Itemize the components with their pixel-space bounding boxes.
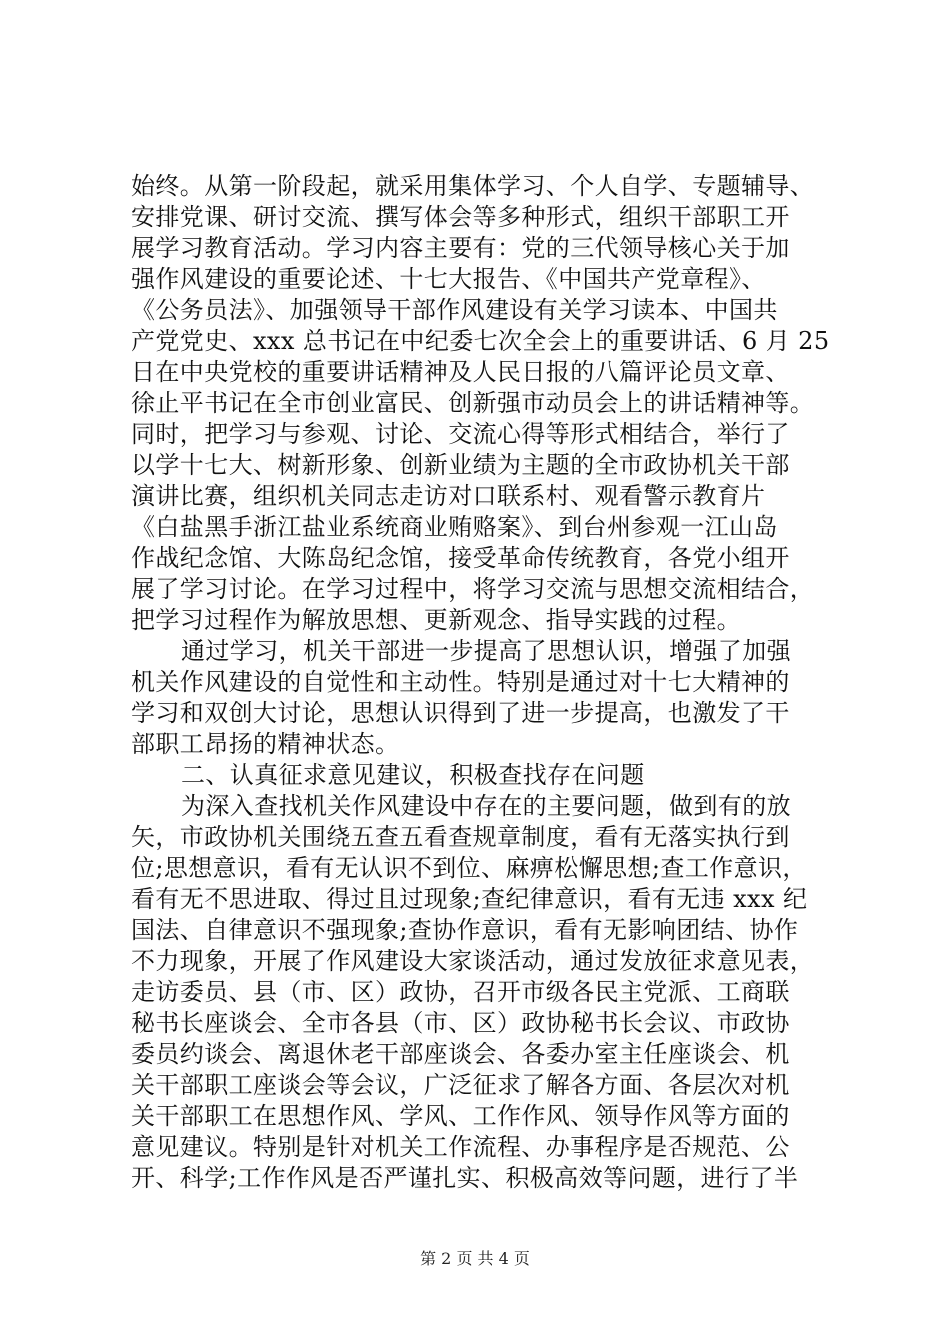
text-line: 《白盐黑手浙江盐业系统商业贿赂案》、到台州参观一江山岛 (131, 513, 778, 541)
text-line: 展学习教育活动。学习内容主要有：党的三代领导核心关于加 (131, 234, 790, 262)
text-line: 不力现象，开展了作风建设大家谈活动，通过发放征求意见表， (131, 947, 815, 975)
text-line: 演讲比赛，组织机关同志走访对口联系村、观看警示教育片 (131, 482, 766, 510)
text-line: 展了学习讨论。在学习过程中，将学习交流与思想交流相结合， (131, 575, 815, 603)
text-line: 安排党课、研讨交流、撰写体会等多种形式，组织干部职工开 (131, 203, 790, 231)
text-line: 意见建议。特别是针对机关工作流程、办事程序是否规范、公 (131, 1133, 790, 1161)
paragraph-start-line: 通过学习，机关干部进一步提高了思想认识，增强了加强 (181, 637, 791, 665)
text-line: 走访委员、县（市、区）政协，召开市级各民主党派、工商联 (131, 978, 790, 1006)
text-line: 看有无不思进取、得过且过现象;查纪律意识，看有无违 xxx 纪 (131, 885, 808, 913)
text-line: 矢，市政协机关围绕五查五看查规章制度，看有无落实执行到 (131, 823, 790, 851)
text-line: 日在中央党校的重要讲话精神及人民日报的八篇评论员文章、 (131, 358, 790, 386)
text-line: 机关作风建设的自觉性和主动性。特别是通过对十七大精神的 (131, 668, 790, 696)
text-line: 把学习过程作为解放思想、更新观念、指导实践的过程。 (131, 606, 741, 634)
text-line: 产党党史、xxx 总书记在中纪委七次全会上的重要讲话、6 月 25 (131, 327, 830, 355)
text-line: 作战纪念馆、大陈岛纪念馆，接受革命传统教育，各党小组开 (131, 544, 790, 572)
text-line: 秘书长座谈会、全市各县（市、区）政协秘书长会议、市政协 (131, 1009, 790, 1037)
text-line: 学习和双创大讨论，思想认识得到了进一步提高，也激发了干 (131, 699, 790, 727)
text-line: 位;思想意识，看有无认识不到位、麻痹松懈思想;查工作意识， (131, 854, 807, 882)
text-line: 部职工昂扬的精神状态。 (131, 730, 400, 758)
text-line: 委员约谈会、离退休老干部座谈会、各委办室主任座谈会、机 (131, 1040, 790, 1068)
text-line: 以学十七大、树新形象、创新业绩为主题的全市政协机关干部 (131, 451, 790, 479)
text-line: 徐止平书记在全市创业富民、创新强市动员会上的讲话精神等。 (131, 389, 815, 417)
text-line: 关干部职工在思想作风、学风、工作作风、领导作风等方面的 (131, 1102, 790, 1130)
text-line: 关干部职工座谈会等会议，广泛征求了解各方面、各层次对机 (131, 1071, 790, 1099)
page-footer: 第 2 页 共 4 页 (420, 1249, 530, 1268)
text-line: 同时，把学习与参观、讨论、交流心得等形式相结合，举行了 (131, 420, 790, 448)
text-line: 始终。从第一阶段起，就采用集体学习、个人自学、专题辅导、 (131, 172, 815, 200)
text-line: 《公务员法》、加强领导干部作风建设有关学习读本、中国共 (131, 296, 778, 324)
paragraph-start-line: 为深入查找机关作风建设中存在的主要问题，做到有的放 (181, 792, 791, 820)
body-text (131, 171, 831, 1194)
text-line: 国法、自律意识不强现象;查协作意识，看有无影响团结、协作 (131, 916, 799, 944)
text-line: 强作风建设的重要论述、十七大报告、《中国共产党章程》、 (131, 265, 766, 293)
section-heading: 二、认真征求意见建议，积极查找存在问题 (181, 761, 645, 789)
text-line: 开、科学;工作作风是否严谨扎实、积极高效等问题，进行了半 (131, 1164, 799, 1192)
